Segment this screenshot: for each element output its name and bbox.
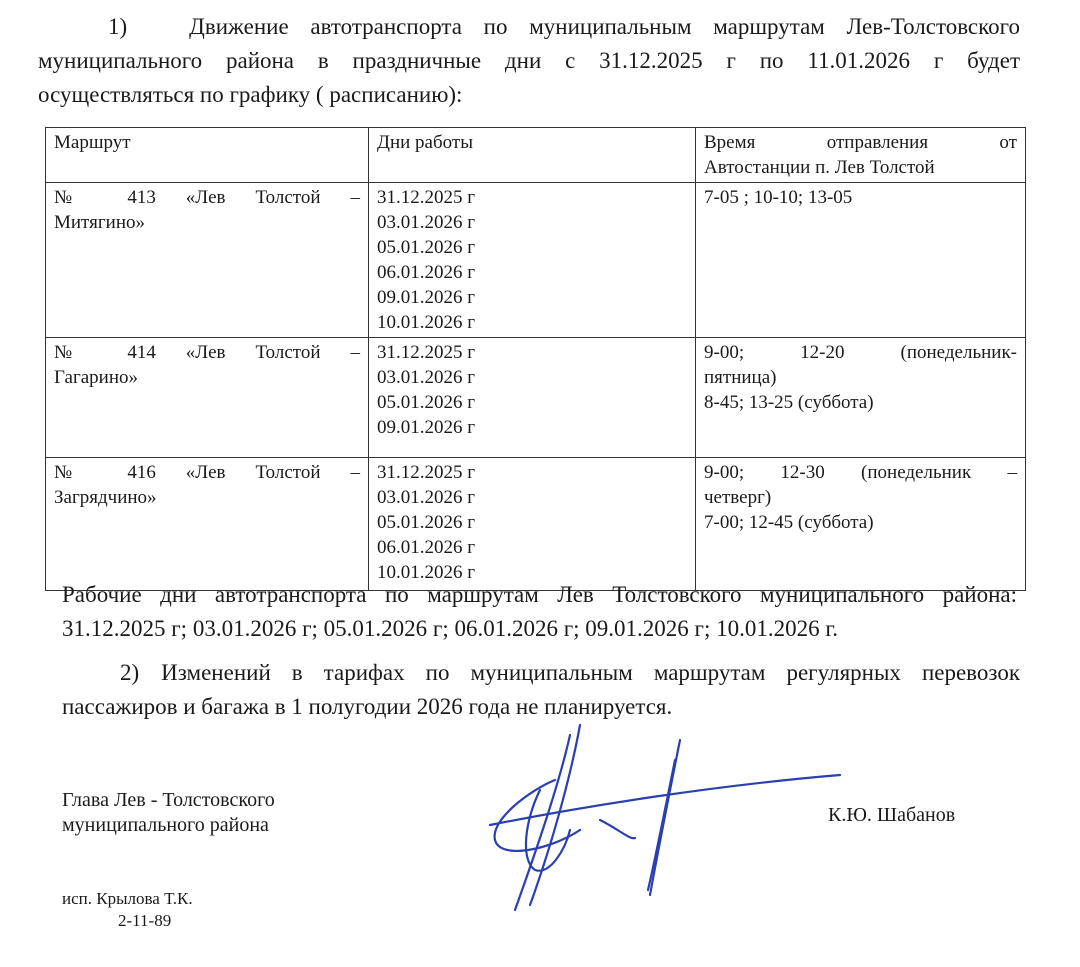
workdays-line2: 31.12.2025 г; 03.01.2026 г; 05.01.2026 г; 06.01.2026 г; 09.01.2026 г; 10.01.2026 г. — [62, 616, 838, 641]
table-header-row — [46, 128, 1026, 183]
day: 03.01.2026 г — [377, 367, 476, 388]
day: 03.01.2026 г — [377, 487, 476, 508]
time: четверг) — [704, 487, 772, 508]
time: пятница) — [704, 367, 777, 388]
signatory-title-line1: Глава Лев - Толстовского — [62, 789, 275, 811]
route-cell — [46, 458, 369, 591]
day: 03.01.2026 г — [377, 212, 476, 233]
time: 8-45; 13-25 (суббота) — [704, 392, 874, 413]
route-name: № 413 «Лев Толстой – — [54, 187, 360, 208]
day: 09.01.2026 г — [377, 287, 476, 308]
day: 06.01.2026 г — [377, 537, 476, 558]
days-cell — [369, 338, 696, 458]
header-days: Дни работы — [369, 128, 696, 183]
item2-paragraph — [62, 656, 1020, 724]
item1-line2: муниципального района в праздничные дни с 31.12.2025 г по 11.01.2026 г будет — [38, 48, 1020, 73]
day: 06.01.2026 г — [377, 262, 476, 283]
days-cell — [369, 183, 696, 338]
schedule-table — [45, 127, 1026, 591]
item1-line3: осуществляться по графику ( расписанию): — [38, 82, 463, 107]
signatory-name: К.Ю. Шабанов — [828, 804, 956, 826]
time: 9-00; 12-20 (понедельник- — [704, 342, 1017, 363]
table-row — [46, 338, 1026, 458]
day: 31.12.2025 г — [377, 187, 476, 208]
route-name: № 414 «Лев Толстой – — [54, 342, 360, 363]
workdays-line1: Рабочие дни автотранспорта по маршрутам Лев Толстовского муниципального района: — [62, 582, 1017, 607]
table-row — [46, 458, 1026, 591]
table-row — [46, 183, 1026, 338]
executor-phone: 2-11-89 — [118, 911, 172, 930]
header-time-line2: Автостанции п. Лев Толстой — [704, 157, 935, 178]
day: 10.01.2026 г — [377, 312, 476, 333]
times-cell — [696, 183, 1026, 338]
signatory-title — [62, 788, 275, 838]
day: 31.12.2025 г — [377, 342, 476, 363]
times-cell — [696, 458, 1026, 591]
route-cell — [46, 338, 369, 458]
time: 9-00; 12-30 (понедельник – — [704, 462, 1017, 483]
day: 05.01.2026 г — [377, 392, 476, 413]
day: 09.01.2026 г — [377, 417, 476, 438]
handwritten-signature — [470, 720, 850, 920]
item2-line2: пассажиров и багажа в 1 полугодии 2026 года не планируется. — [62, 694, 673, 719]
day: 10.01.2026 г — [377, 562, 476, 583]
day: 05.01.2026 г — [377, 512, 476, 533]
workdays-paragraph — [62, 578, 1017, 646]
route-destination: Загрядчино» — [54, 487, 157, 508]
day: 31.12.2025 г — [377, 462, 476, 483]
executor-name: исп. Крылова Т.К. — [62, 889, 193, 908]
item1-number: 1) — [108, 14, 128, 39]
route-destination: Митягино» — [54, 212, 145, 233]
route-cell — [46, 183, 369, 338]
item1-paragraph — [38, 10, 1020, 112]
time: 7-00; 12-45 (суббота) — [704, 512, 874, 533]
header-route: Маршрут — [46, 128, 369, 183]
time: 7-05 ; 10-10; 13-05 — [704, 187, 853, 208]
days-cell — [369, 458, 696, 591]
signatory-title-line2: муниципального района — [62, 814, 269, 836]
item2-number: 2) — [120, 660, 140, 685]
route-destination: Гагарино» — [54, 367, 139, 388]
day: 05.01.2026 г — [377, 237, 476, 258]
times-cell — [696, 338, 1026, 458]
route-name: № 416 «Лев Толстой – — [54, 462, 360, 483]
header-time — [696, 128, 1026, 183]
item1-line1: Движение автотранспорта по муниципальным маршрутам Лев-Толстовского — [189, 14, 1020, 39]
executor-block — [62, 888, 193, 932]
header-time-line1: Время отправления от — [704, 132, 1017, 153]
item2-line1: Изменений в тарифах по муниципальным маршрутам регулярных перевозок — [161, 660, 1020, 685]
